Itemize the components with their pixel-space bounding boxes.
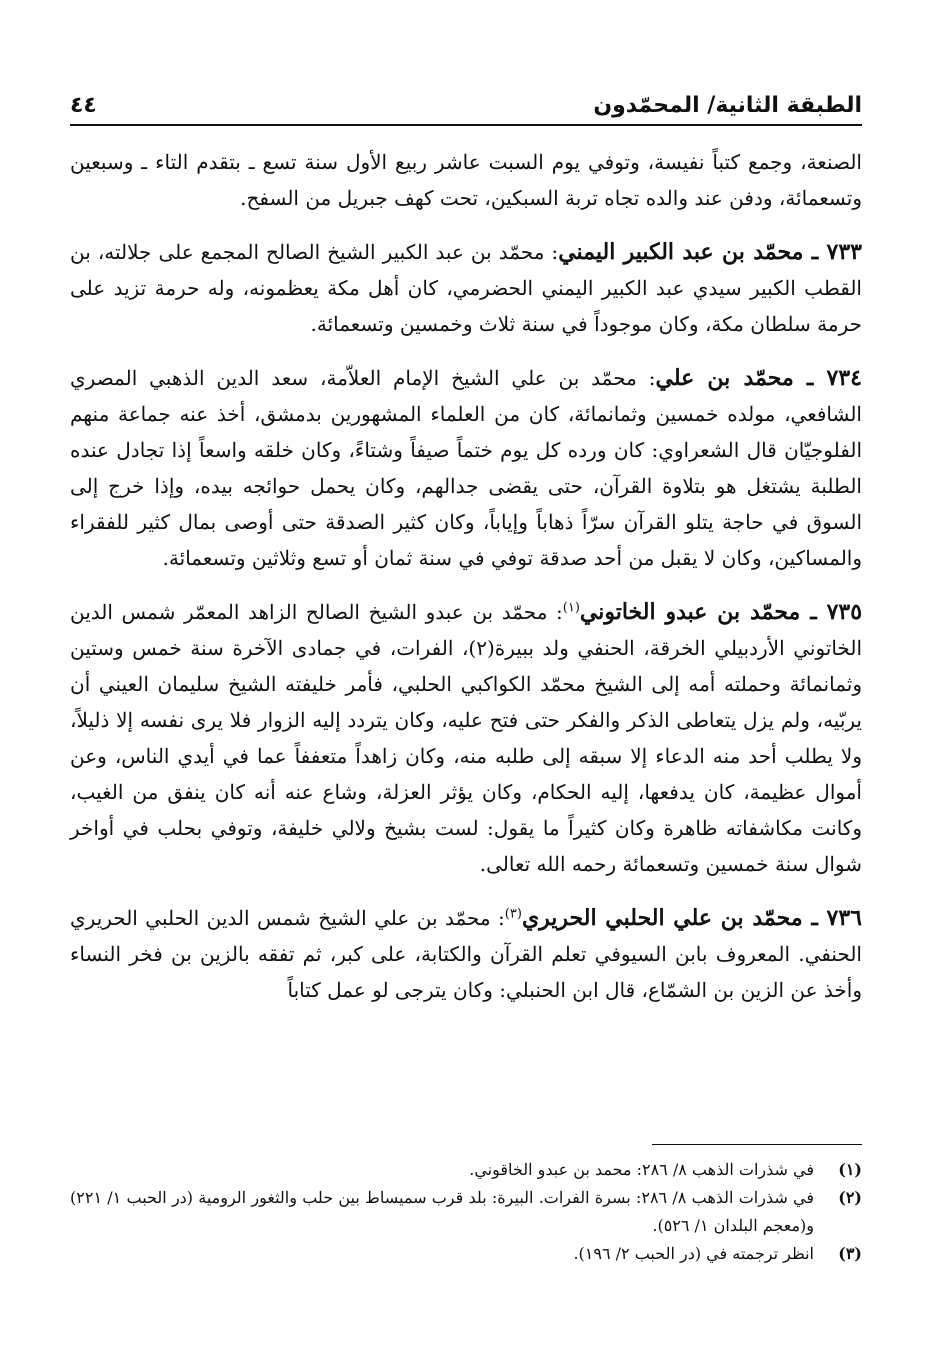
entry-heading: ٧٣٦ ـ محمّد بن علي الحلبي الحريري [521,905,862,931]
footnote-text: في شذرات الذهب ٨/ ٢٨٦: محمد بن عبدو الخاقوني. [469,1160,814,1179]
footnote-3 [70,1240,862,1268]
entry-text: : محمّد بن علي الشيخ شمس الدين الحلبي الحريري الحنفي. المعروف بابن السيوفي تعلم القرآن والكتابة، على كبر، ثم تفقه بالزين بن فخر النساء وأخذ عن الزين بن الشمّاع، قال ابن الحنبلي: وكان يترجى لو عمل كتاباً [70,906,862,1002]
entry-text: : محمّد بن عبدو الشيخ الصالح الزاهد المعمّر شمس الدين الخاتوني الأردبيلي الخرقة، الحنفي ولد ببيرة(٢)، الفرات، في جمادى الآخرة سنة خمس وستين وثمانمائة وحملته أمه إلى الشيخ محمّد الكواكبي الحلبي، فأمر خليفته الشيخ سليمان العيني أن يربّيه، ولم يزل يتعاطى الذكر والفكر حتى فتح عليه، وكان يتردد إليه الزوار فلا يرى نفسه إلا ذليلاً، ولا يطلب أحد منه الدعاء إلا سبقه إلى طلبه منه، وكان زاهداً متعففاً عما في أيدي الناس، وعن أموال عظيمة، كان يدفعها، إليه الحكام، وكان يؤثر العزلة، وشاع عنه أنه كان ينفق من الغيب، وكانت مكاشفاته ظاهرة وكان كثيراً ما يقول: لست بشيخ ولالي خليفة، وتوفي بحلب في أواخر شوال سنة خمسين وتسعمائة رحمه الله تعالى. [70,600,862,876]
page-number: ٤٤ [70,93,97,118]
paragraph-text: الصنعة، وجمع كتباً نفيسة، وتوفي يوم السبت عاشر ربيع الأول سنة تسع ـ بتقدم التاء ـ وسبعين وتسعمائة، ودفن عند والده تجاه تربة السبكين، تحت كهف جبريل من السفح. [70,150,862,210]
footnote-divider [652,1144,862,1145]
entry-734 [70,360,862,576]
entry-text: : محمّد بن علي الشيخ الإمام العلاّمة، سعد الدين الذهبي المصري الشافعي، مولده خمسين وثمانمائة، كان من العلماء المشهورين بدمشق، أخذ عنه جماعة منهم الفلوجيّان قال الشعراوي: كان ورده كل يوم ختماً صيفاً وشتاءً، وكان خلقه واسعاً إذا تجادل عنده الطلبة يشتغل هو بتلاوة القرآن، حتى يقضى جدالهم، وكان يحمل حوائجه بيده، وإذا خرج إلى السوق في حاجة يتلو القرآن سرّاً ذهاباً وإياباً، وكان كثير الصدقة حتى أوصى بمال كثير للفقراء والمساكين، وكان لا يقبل من أحد صدقة توفي في سنة ثمان أو تسع وثلاثين وتسعمائة. [70,366,862,570]
entry-heading: ٧٣٥ ـ محمّد بن عبدو الخاتوني [579,599,863,625]
entry-heading: ٧٣٣ ـ محمّد بن عبد الكبير اليمني [558,239,862,265]
footnote-number: (١) [838,1160,862,1179]
paragraph [70,144,862,216]
entry-text: : محمّد بن عبد الكبير الشيخ الصالح المجمع على جلالته، بن القطب الكبير سيدي عبد الكبير اليمني الحضرمي، كان أهل مكة يعظمونه، وله حرمة تزيد على حرمة سلطان مكة، وكان موجوداً في سنة ثلاث وخمسين وتسعمائة. [70,240,862,336]
entry-736 [70,900,862,1008]
footnote-number: (٢) [838,1188,862,1207]
footnote-reference[interactable]: (١) [562,600,580,616]
book-page [70,78,862,1318]
entry-735 [70,594,862,882]
footnote-1 [70,1156,862,1184]
main-text [70,144,862,1008]
footnotes [70,1156,862,1268]
footnote-2 [70,1184,862,1240]
footnote-number: (٣) [838,1244,862,1263]
page-header [70,78,862,126]
entry-733 [70,234,862,342]
footnote-reference[interactable]: (٣) [504,906,522,922]
running-title: الطبقة الثانية/ المحمّدون [593,93,862,118]
entry-heading: ٧٣٤ ـ محمّد بن علي [655,365,862,391]
footnote-text: في شذرات الذهب ٨/ ٢٨٦: بسرة الفرات. البيرة: بلد قرب سميساط بين حلب والثغور الرومية (در الحبب ١/ ٢٢١) و(معجم البلدان ١/ ٥٢٦). [70,1188,814,1235]
footnote-text: انظر ترجمته في (در الحبب ٢/ ١٩٦). [573,1244,814,1263]
